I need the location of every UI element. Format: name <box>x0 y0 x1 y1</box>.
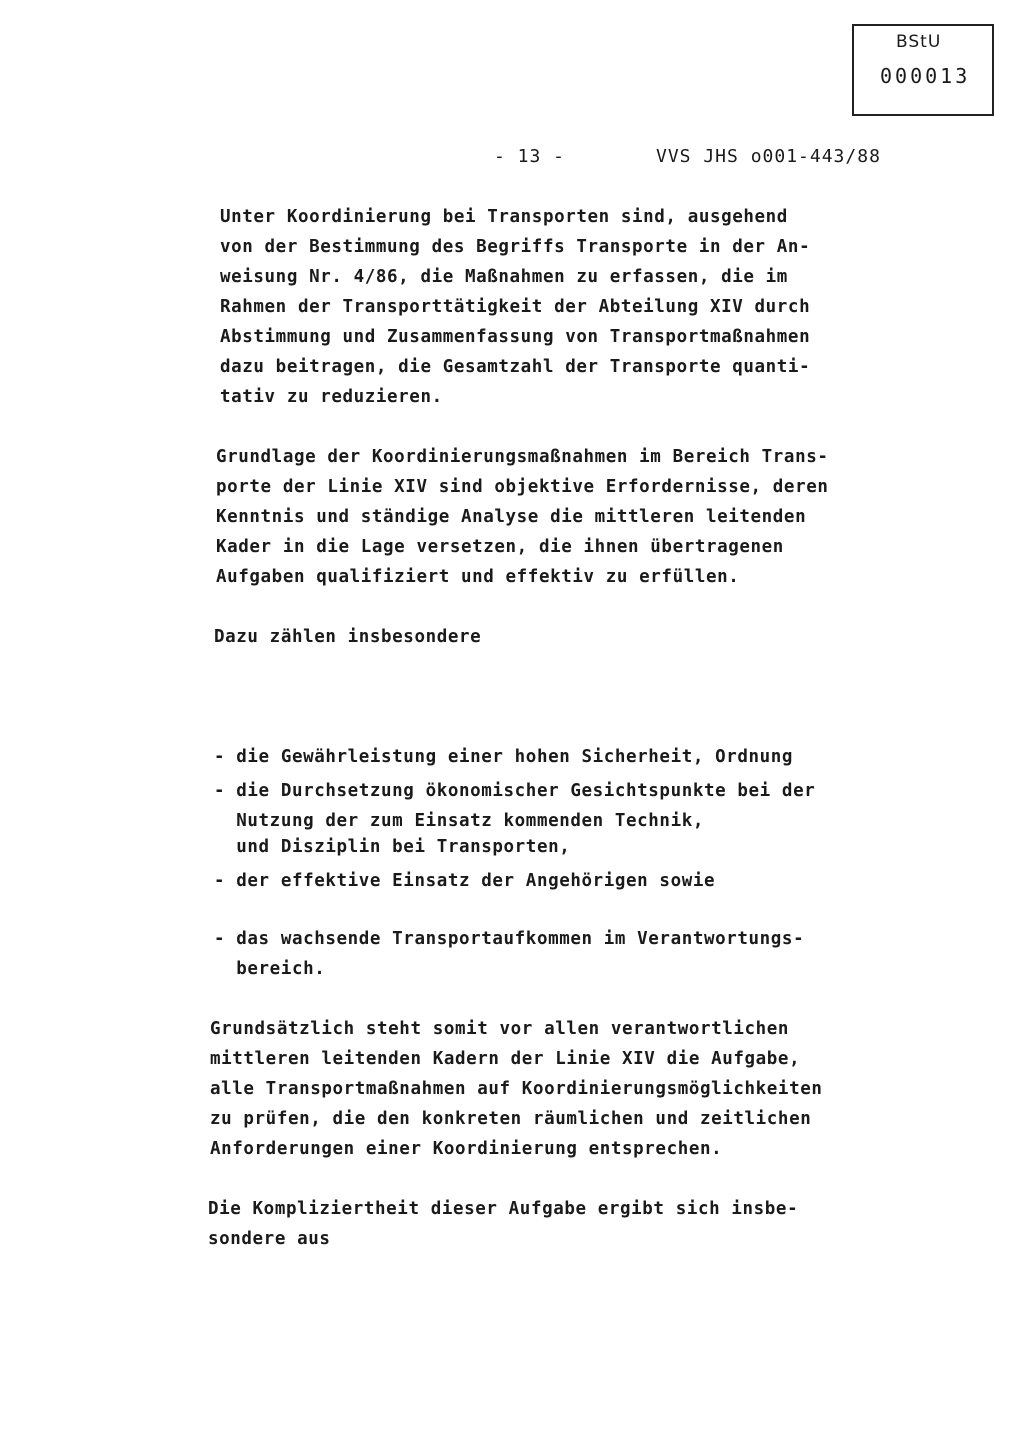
text-line: porte der Linie XIV sind objektive Erfordernisse, deren <box>216 477 829 497</box>
text-line: Grundsätzlich steht somit vor allen verantwortlichen <box>210 1019 790 1039</box>
text-line: Kader in die Lage versetzen, die ihnen übertragenen <box>216 537 784 557</box>
text-line: bereich. <box>214 959 326 979</box>
text-line: von der Bestimmung des Begriffs Transporte in der An- <box>220 237 811 257</box>
text-line: weisung Nr. 4/86, die Maßnahmen zu erfassen, die im <box>220 267 788 287</box>
text-line: Nutzung der zum Einsatz kommenden Technik, <box>214 811 704 831</box>
text-line: Aufgaben qualifiziert und effektiv zu erfüllen. <box>216 567 740 587</box>
paragraph-3 <box>214 622 481 652</box>
bullet-4 <box>214 924 804 984</box>
bullet-2 <box>214 776 815 836</box>
text-line: dazu beitragen, die Gesamtzahl der Transporte quanti- <box>220 357 811 377</box>
paragraph-2 <box>216 442 828 592</box>
text-line: und Disziplin bei Transporten, <box>214 837 571 857</box>
text-line: mittleren leitenden Kadern der Linie XIV die Aufgabe, <box>210 1049 801 1069</box>
text-line: zu prüfen, die den konkreten räumlichen und zeitlichen <box>210 1109 812 1129</box>
archive-stamp-number: 000013 <box>880 64 971 88</box>
text-line: Die Kompliziertheit dieser Aufgabe ergibt sich insbe- <box>208 1199 799 1219</box>
paragraph-1 <box>220 202 810 412</box>
text-line: alle Transportmaßnahmen auf Koordinierungsmöglichkeiten <box>210 1079 823 1099</box>
bullet-3 <box>214 866 715 896</box>
text-line: - die Gewährleistung einer hohen Sicherheit, Ordnung <box>214 747 794 767</box>
text-line: - das wachsende Transportaufkommen im Verantwortungs- <box>214 929 805 949</box>
text-line: Unter Koordinierung bei Transporten sind, ausgehend <box>220 207 788 227</box>
text-line: Rahmen der Transporttätigkeit der Abteilung XIV durch <box>220 297 811 317</box>
text-line: Grundlage der Koordinierungsmaßnahmen im Bereich Trans- <box>216 447 829 467</box>
paragraph-5 <box>208 1194 798 1254</box>
text-line: tativ zu reduzieren. <box>220 387 443 407</box>
text-line: Kenntnis und ständige Analyse die mittleren leitenden <box>216 507 807 527</box>
text-line: - die Durchsetzung ökonomischer Gesichtspunkte bei der <box>214 781 816 801</box>
text-line: Abstimmung und Zusammenfassung von Transportmaßnahmen <box>220 327 811 347</box>
paragraph-4 <box>210 1014 822 1164</box>
text-line: sondere aus <box>208 1229 331 1249</box>
text-line: Anforderungen einer Koordinierung entsprechen. <box>210 1139 723 1159</box>
document-reference: VVS JHS o001-443/88 <box>656 146 881 167</box>
archive-stamp-org: BStU <box>896 32 942 52</box>
text-line: Dazu zählen insbesondere <box>214 627 482 647</box>
text-line: - der effektive Einsatz der Angehörigen sowie <box>214 871 716 891</box>
page-number: - 13 - <box>494 146 566 167</box>
